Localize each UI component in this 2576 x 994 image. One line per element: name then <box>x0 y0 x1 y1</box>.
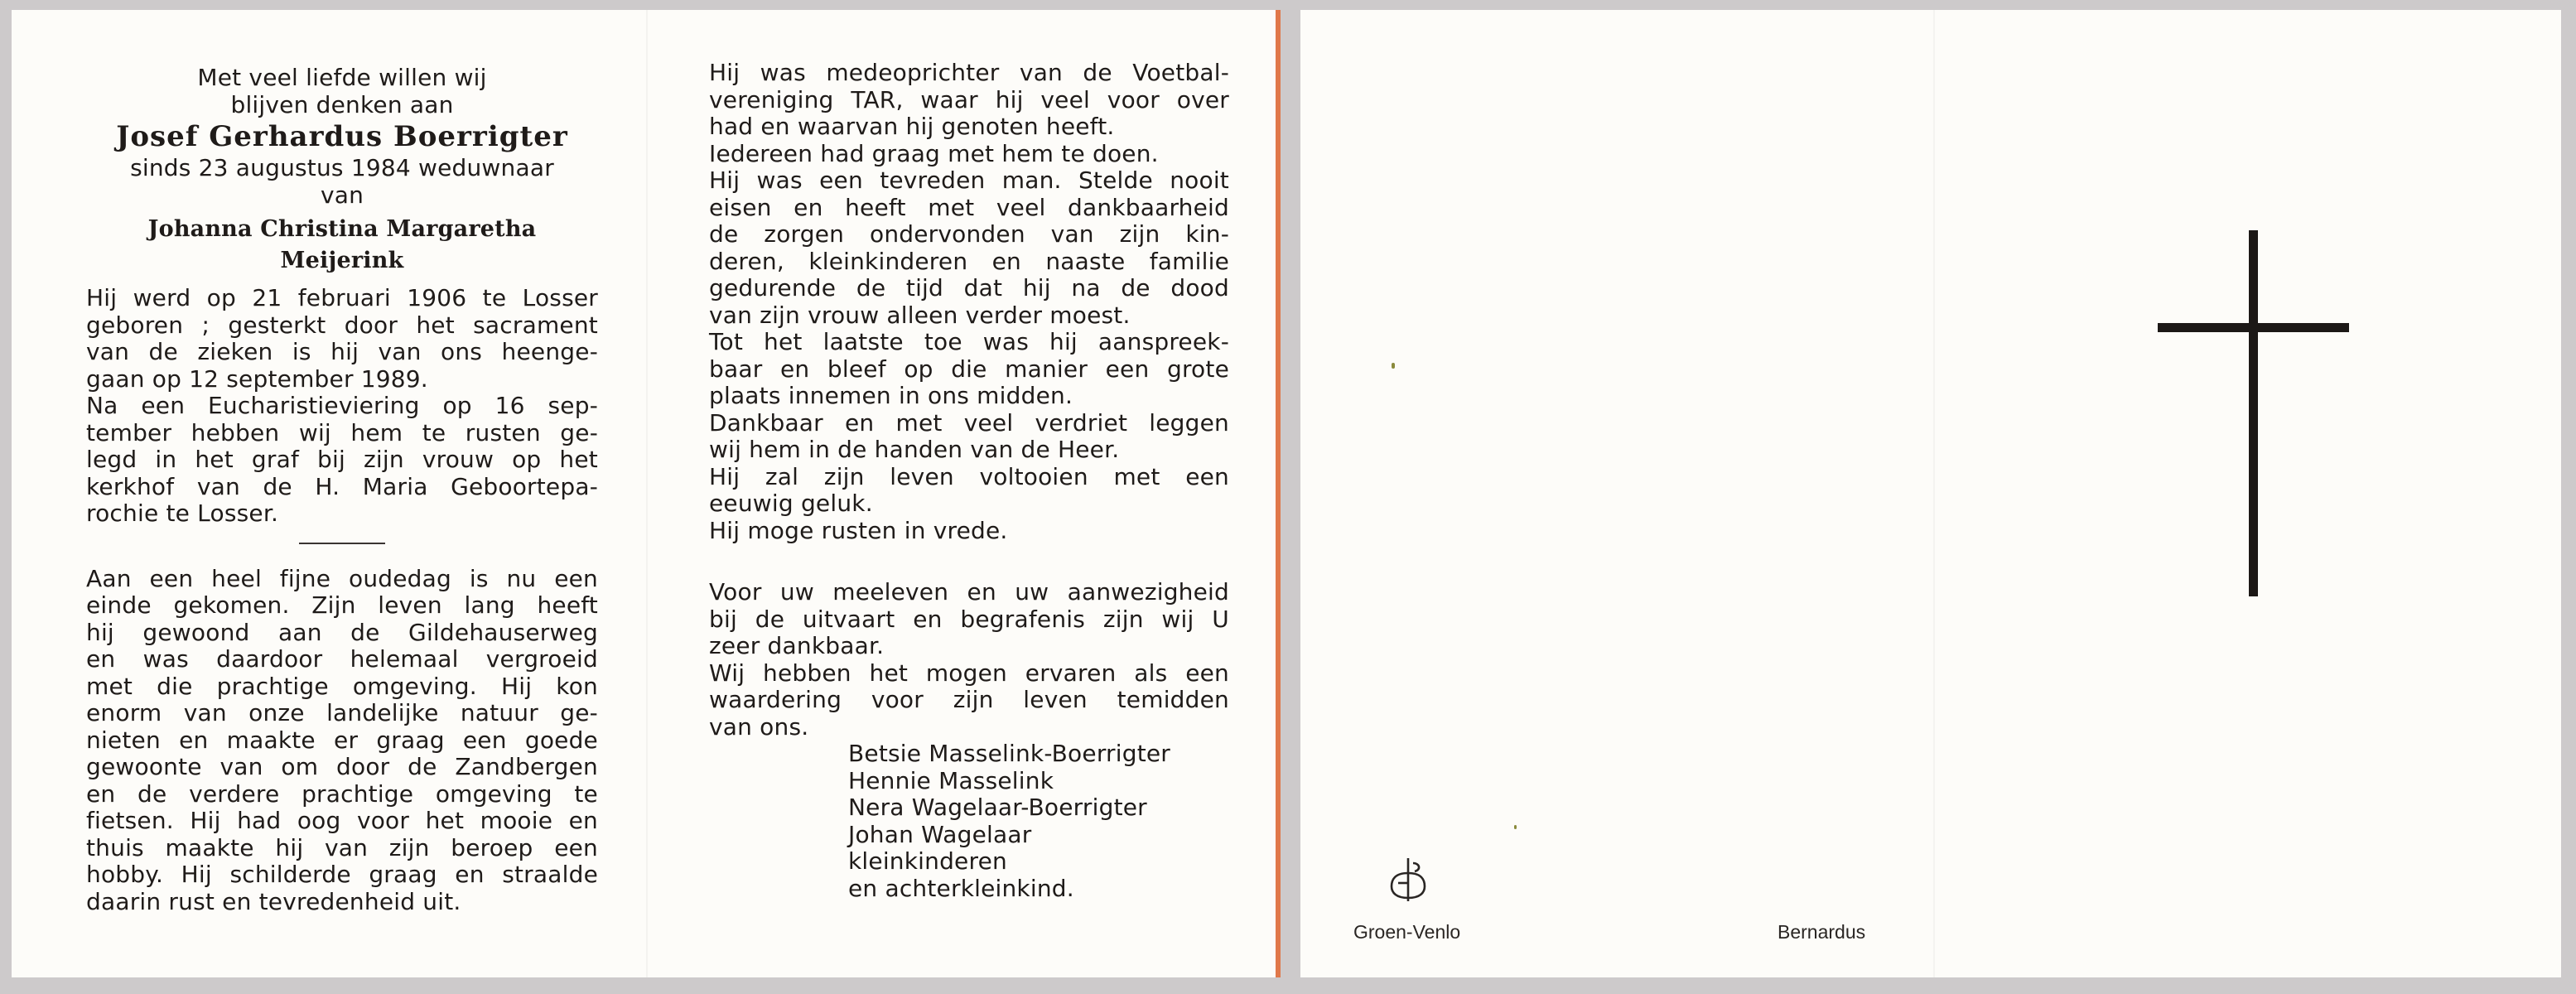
card-edge-accent <box>1276 10 1281 977</box>
text-line: en de verdere prachtige omgeving te <box>86 779 598 808</box>
text-line: van de zieken is hij van ons heenge- <box>86 338 598 365</box>
text-line: vereniging TAR, waar hij veel voor over <box>709 85 1229 113</box>
text-line: Voor uw meeleven en uw aanwezigheid <box>709 578 1229 606</box>
deceased-name: Josef Gerhardus Boerrigter <box>116 120 568 153</box>
text-line: gaan op 12 september 1989. <box>86 364 428 393</box>
signer-line: Betsie Masselink-Boerrigter <box>848 740 1171 767</box>
life-paragraph <box>86 566 598 916</box>
paper-speck <box>1514 825 1517 829</box>
text-line: zeer dankbaar. <box>709 632 885 659</box>
text-line: einde gekomen. Zijn leven lang heeft <box>86 591 598 619</box>
text-line: Tot het laatste toe was hij aanspreek- <box>709 328 1229 355</box>
signer-line: Nera Wagelaar-Boerrigter <box>848 794 1147 821</box>
latin-cross-icon <box>2249 230 2258 596</box>
text-line: van zijn vrouw alleen verder moest. <box>709 301 1131 329</box>
text-line: Aan een heel fijne oudedag is nu een <box>86 564 598 592</box>
wife-name: Johanna Christina Margaretha Meijerink <box>147 216 537 273</box>
text-line: plaats innemen in ons midden. <box>709 382 1073 409</box>
signer-line: en achterkleinkind. <box>848 874 1074 902</box>
card-fold-line <box>1933 10 1935 977</box>
card-fold-line <box>646 10 648 977</box>
text-column-right <box>709 60 1229 902</box>
text-line: gedurende de tijd dat hij na de dood <box>709 274 1229 302</box>
middle-paragraph <box>709 60 1229 544</box>
text-line: en was daardoor helemaal vergroeid <box>86 645 598 673</box>
thanks-paragraph <box>709 579 1229 741</box>
text-line: hobby. Hij schilderde graag en straalde <box>86 861 598 888</box>
intro-line: blijven denken aan <box>230 90 454 118</box>
text-line: wij hem in de handen van de Heer. <box>709 436 1120 463</box>
text-line: Na een Eucharistieviering op 16 sep- <box>86 392 598 419</box>
text-line: deren, kleinkinderen en naaste familie <box>709 247 1229 275</box>
intro-line: Met veel liefde willen wij <box>197 64 487 91</box>
text-line: had en waarvan hij genoten heeft. <box>709 113 1115 140</box>
text-line: bij de uitvaart en begrafenis zijn wij U <box>709 605 1229 633</box>
printer-caption: Groen-Venlo <box>1353 921 1461 943</box>
text-line: kerkhof van de H. Maria Geboortepa- <box>86 472 598 500</box>
widower-line: van <box>320 181 364 209</box>
text-line: de zorgen ondervonden van zijn kin- <box>709 220 1229 248</box>
text-line: met die prachtige omgeving. Hij kon <box>86 672 598 700</box>
signer-line: Hennie Masselink <box>848 766 1054 794</box>
text-line: Iedereen had graag met hem te doen. <box>709 139 1159 167</box>
text-line: tember hebben wij hem te rusten ge- <box>86 418 598 446</box>
bio-paragraph <box>86 285 598 528</box>
text-line: geboren ; gesterkt door het sacrament <box>86 311 598 339</box>
text-line: eeuwig geluk. <box>709 490 873 517</box>
text-line: Hij was een tevreden man. Stelde nooit <box>709 166 1229 194</box>
text-line: Hij werd op 21 februari 1906 te Losser <box>86 284 598 311</box>
text-line: rochie te Losser. <box>86 499 279 527</box>
paper-speck <box>1392 363 1395 369</box>
section-divider <box>299 543 385 544</box>
signer-line: kleinkinderen <box>848 847 1007 875</box>
prayer-card-cover-side <box>1300 10 2561 977</box>
text-line: van ons. <box>709 712 809 741</box>
text-line: legd in het graf bij zijn vrouw op het <box>86 446 598 473</box>
signers-list <box>848 741 1229 902</box>
widower-text <box>86 155 598 209</box>
text-line: Hij moge rusten in vrede. <box>709 516 1008 544</box>
widower-line: sinds 23 augustus 1984 weduwnaar <box>130 154 554 181</box>
text-line: waardering voor zijn leven temidden <box>709 686 1229 713</box>
text-line: Hij was medeoprichter van de Voetbal- <box>709 59 1229 86</box>
text-column-left <box>86 65 598 915</box>
text-line: fietsen. Hij had oog voor het mooie en <box>86 807 598 834</box>
text-line: Hij zal zijn leven voltooien met een <box>709 462 1229 490</box>
text-line: gewoonte van om door de Zandbergen <box>86 753 598 780</box>
text-line: hij gewoond aan de Gildehauserweg <box>86 618 598 646</box>
text-line: baar en bleef op die manier een grote <box>709 355 1229 383</box>
cross-crossbar <box>2158 323 2349 332</box>
gb-monogram-icon <box>1385 855 1431 905</box>
signer-line: Johan Wagelaar <box>848 820 1032 848</box>
text-line: daarin rust en tevredenheid uit. <box>86 887 461 915</box>
text-line: thuis maakte hij van zijn beroep een <box>86 833 598 861</box>
text-line: nieten en maakte er graag een goede <box>86 726 598 754</box>
intro-text <box>86 65 598 118</box>
text-line: eisen en heeft met veel dankbaarheid <box>709 193 1229 221</box>
text-line: enorm van onze landelijke natuur ge- <box>86 699 598 726</box>
series-caption: Bernardus <box>1778 921 1866 943</box>
prayer-card-text-side <box>12 10 1281 977</box>
text-line: Dankbaar en met veel verdriet leggen <box>709 408 1229 437</box>
text-line: Wij hebben het mogen ervaren als een <box>709 659 1229 687</box>
